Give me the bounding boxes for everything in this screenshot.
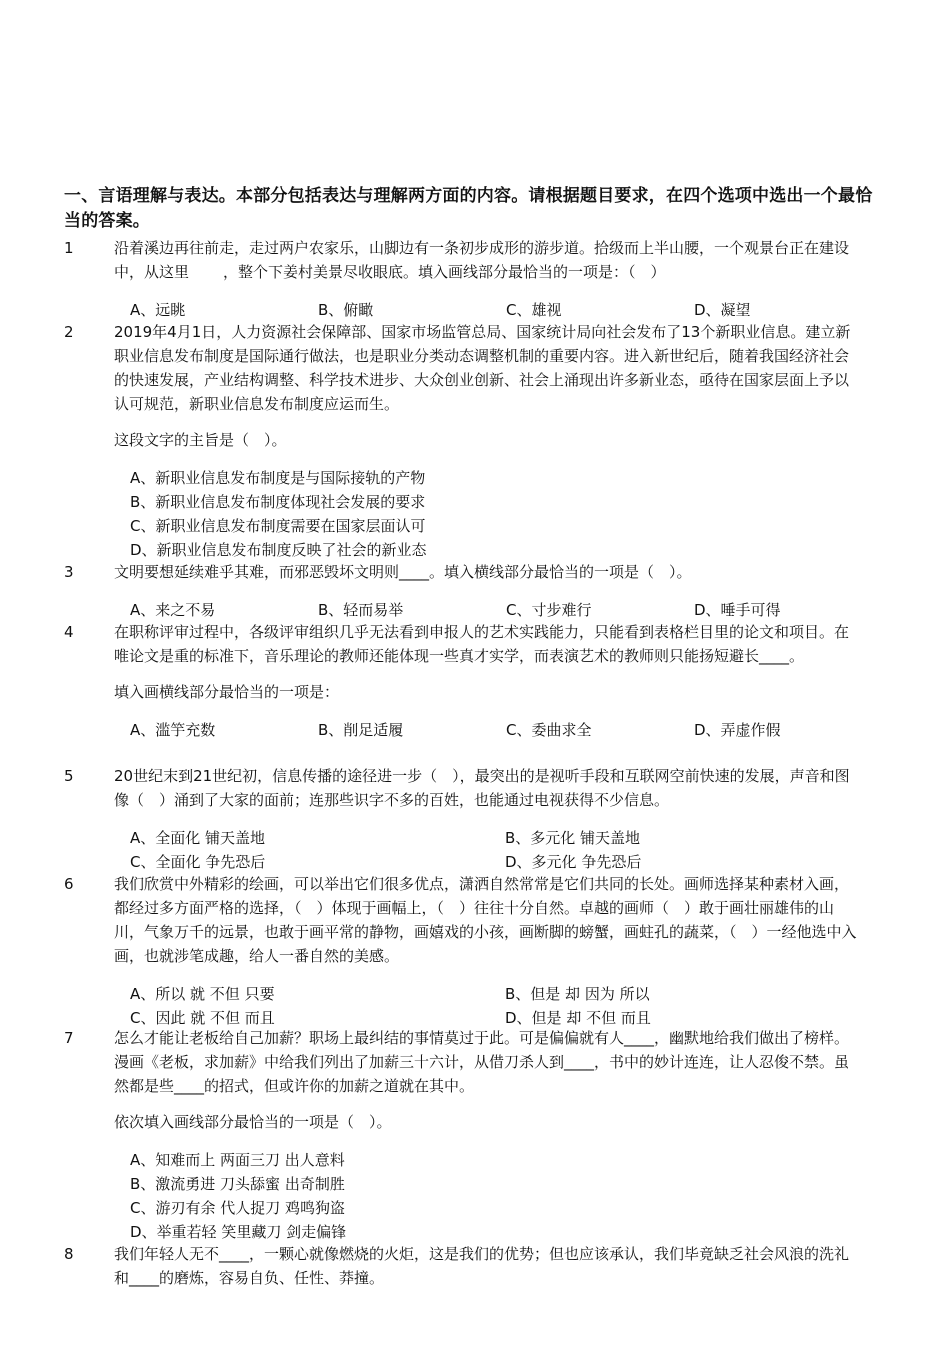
- question-1: [64, 236, 884, 322]
- question-number: 8: [64, 1245, 74, 1263]
- options: [130, 1148, 884, 1244]
- option-a[interactable]: A、全面化 铺天盖地: [130, 829, 266, 847]
- option-d[interactable]: D、举重若轻 笑里藏刀 剑走偏锋: [130, 1223, 347, 1241]
- question-7: [64, 1026, 884, 1244]
- question-number: 1: [64, 239, 74, 257]
- question-6: [64, 872, 884, 1030]
- option-d[interactable]: D、但是 却 不但 而且: [505, 1009, 651, 1027]
- question-text: 我们年轻人无不____，一颗心就像燃烧的火炬，这是我们的优势；但也应该承认，我们毕竟缺乏社会风浪的洗礼和____的磨炼，容易自负、任性、莽撞。: [114, 1245, 850, 1287]
- option-c[interactable]: C、因此 就 不但 而且: [130, 1009, 275, 1027]
- option-a[interactable]: A、知难而上 两面三刀 出人意料: [130, 1151, 345, 1169]
- option-d[interactable]: D、唾手可得: [694, 601, 781, 619]
- option-a[interactable]: A、远眺: [130, 301, 186, 319]
- options: [130, 718, 884, 742]
- question-text: 我们欣赏中外精彩的绘画，可以举出它们很多优点，潇洒自然常常是它们共同的长处。画师选择某种素材入画，都经过多方面严格的选择，（ ）体现于画幅上，（ ）往往十分自然。卓越的画师（ ）敢于画壮丽雄伟的山川，气象万千的远景，也敢于画平常的静物，画嬉戏的小孩，画断脚的螃蟹，画蛀孔的蔬菜，（ ）一经他选中入画，也就涉笔成趣，给人一番自然的美感。: [114, 875, 857, 965]
- option-c[interactable]: C、委曲求全: [506, 721, 592, 739]
- question-prompt: 依次填入画线部分最恰当的一项是（ ）。: [114, 1113, 392, 1131]
- option-d[interactable]: D、多元化 争先恐后: [505, 853, 642, 871]
- question-text: 2019年4月1日，人力资源社会保障部、国家市场监管总局、国家统计局向社会发布了13个新职业信息。建立新职业信息发布制度是国际通行做法，也是职业分类动态调整机制的重要内容。进入新世纪后，随着我国经济社会的快速发展，产业结构调整、科学技术进步、大众创业创新、社会上涌现出许多新业态，亟待在国家层面上予以认可规范，新职业信息发布制度应运而生。: [114, 323, 851, 413]
- question-number: 7: [64, 1029, 74, 1047]
- question-5: [64, 764, 884, 874]
- question-text: 怎么才能让老板给自己加薪？职场上最纠结的事情莫过于此。可是偏偏就有人____，幽默地给我们做出了榜样。漫画《老板，求加薪》中给我们列出了加薪三十六计，从借刀杀人到____，书中的妙计连连，让人忍俊不禁。虽然都是些____的招式，但或许你的加薪之道就在其中。: [114, 1029, 850, 1095]
- option-c[interactable]: C、新职业信息发布制度需要在国家层面认可: [130, 517, 426, 535]
- question-number: 6: [64, 875, 74, 893]
- option-b[interactable]: B、新职业信息发布制度体现社会发展的要求: [130, 493, 426, 511]
- question-number: 5: [64, 767, 74, 785]
- option-a[interactable]: A、所以 就 不但 只要: [130, 985, 275, 1003]
- question-prompt: 填入画横线部分最恰当的一项是：: [114, 683, 340, 701]
- section-title: 一、言语理解与表达。本部分包括表达与理解两方面的内容。请根据题目要求，在四个选项中选出一个最恰当的答案。: [64, 186, 873, 231]
- option-b[interactable]: B、激流勇进 刀头舔蜜 出奇制胜: [130, 1175, 345, 1193]
- option-b[interactable]: B、轻而易举: [318, 601, 404, 619]
- option-d[interactable]: D、凝望: [694, 301, 751, 319]
- options: [130, 298, 884, 322]
- question-8: [64, 1242, 884, 1290]
- option-a[interactable]: A、新职业信息发布制度是与国际接轨的产物: [130, 469, 426, 487]
- option-b[interactable]: B、削足适履: [318, 721, 404, 739]
- option-d[interactable]: D、弄虚作假: [694, 721, 781, 739]
- option-a[interactable]: A、滥竽充数: [130, 721, 216, 739]
- question-text-part: 沿着溪边再往前走，走过两户农家乐，山脚边有一条初步成形的游步道。拾级而上半山腰，一个观景台正在建设中，从这里: [114, 239, 850, 281]
- options: [130, 982, 884, 1030]
- option-c[interactable]: C、全面化 争先恐后: [130, 853, 266, 871]
- question-text: 在职称评审过程中，各级评审组织几乎无法看到申报人的艺术实践能力，只能看到表格栏目里的论文和项目。在唯论文是重的标准下，音乐理论的教师还能体现一些真才实学，而表演艺术的教师则只能扬短避长____。: [114, 623, 850, 665]
- question-prompt: 这段文字的主旨是（ ）。: [114, 431, 287, 449]
- option-b[interactable]: B、俯瞰: [318, 301, 374, 319]
- option-c[interactable]: C、寸步难行: [506, 601, 592, 619]
- option-b[interactable]: B、但是 却 因为 所以: [505, 985, 650, 1003]
- question-text-part: ，整个下姜村美景尽收眼底。填入画线部分最恰当的一项是：（ ）: [223, 263, 666, 281]
- option-d[interactable]: D、新职业信息发布制度反映了社会的新业态: [130, 541, 427, 559]
- option-a[interactable]: A、来之不易: [130, 601, 216, 619]
- question-2: [64, 320, 884, 562]
- option-c[interactable]: C、雄视: [506, 301, 562, 319]
- question-text: 20世纪末到21世纪初，信息传播的途径进一步（ ），最突出的是视听手段和互联网空前快速的发展，声音和图像（ ）涌到了大家的面前；连那些识字不多的百姓，也能通过电视获得不少信息。: [114, 767, 850, 809]
- question-number: 2: [64, 323, 74, 341]
- question-4: [64, 620, 884, 742]
- question-3: [64, 560, 884, 622]
- options: [130, 826, 884, 874]
- options: [130, 466, 884, 562]
- question-text: [114, 236, 859, 284]
- option-c[interactable]: C、游刃有余 代人捉刀 鸡鸣狗盗: [130, 1199, 346, 1217]
- question-number: 3: [64, 563, 74, 581]
- option-b[interactable]: B、多元化 铺天盖地: [505, 829, 641, 847]
- options: [130, 598, 884, 622]
- question-number: 4: [64, 623, 74, 641]
- question-text: 文明要想延续难乎其难，而邪恶毁坏文明则____。填入横线部分最恰当的一项是（ ）。: [114, 563, 692, 581]
